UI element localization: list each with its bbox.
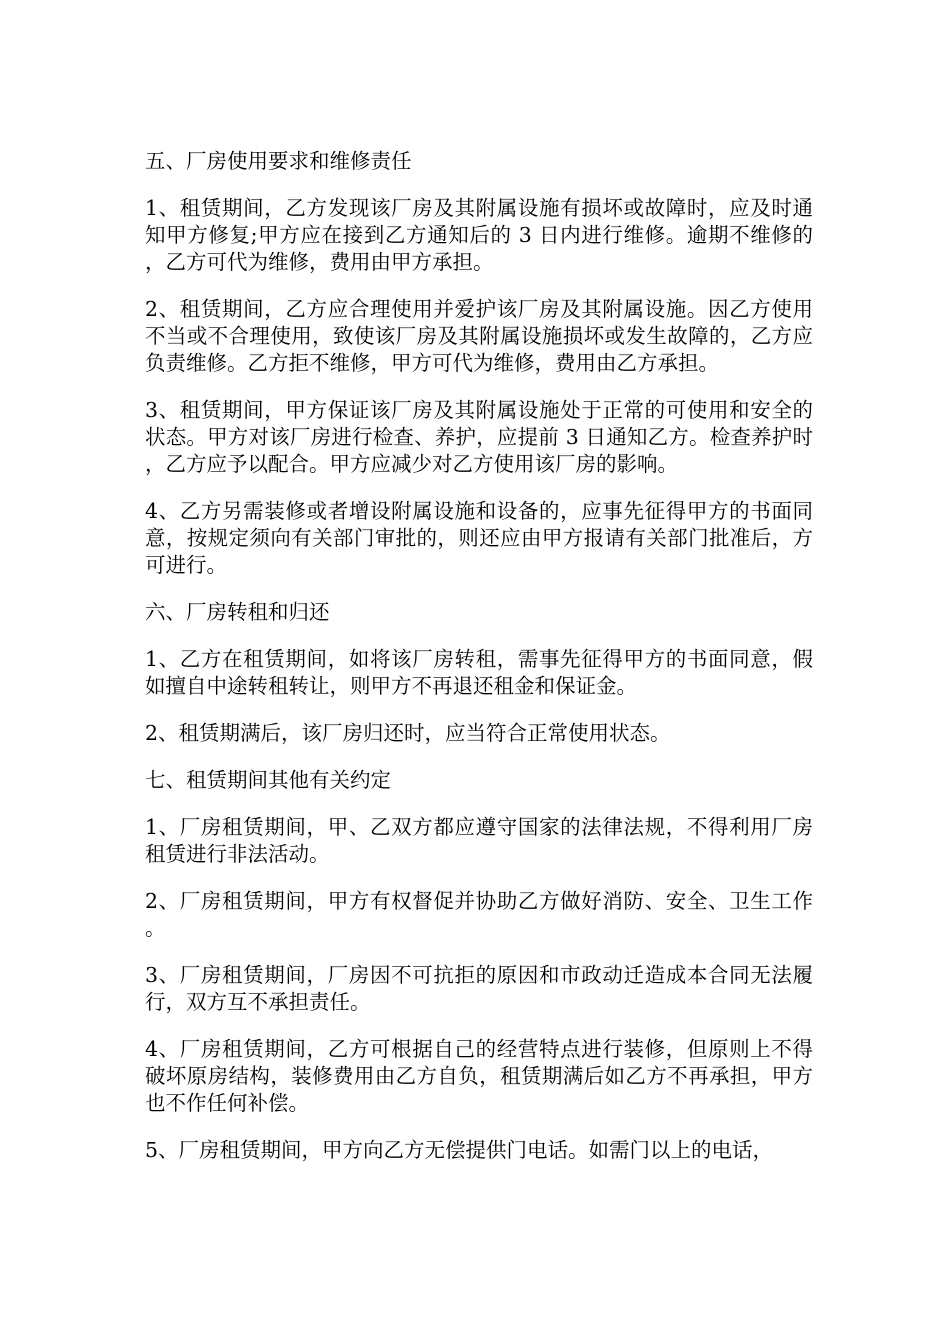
section-heading-6: 六、厂房转租和归还 — [145, 600, 330, 624]
clause-5-4: 4、乙方另需装修或者增设附属设施和设备的，应事先征得甲方的书面同意，按规定须向有关部门审批的，则还应由甲方报请有关部门批准后，方可进行。 — [145, 499, 813, 577]
document-page — [145, 148, 813, 1184]
clause-7-2: 2、厂房租赁期间，甲方有权督促并协助乙方做好消防、安全、卫生工作。 — [145, 889, 813, 940]
section-heading-5: 五、厂房使用要求和维修责任 — [145, 149, 412, 173]
clause-7-5: 5、厂房租赁期间，甲方向乙方无偿提供门电话。如需门以上的电话， — [145, 1138, 774, 1162]
clause-7-4: 4、厂房租赁期间，乙方可根据自己的经营特点进行装修，但原则上不得破坏原房结构，装修费用由乙方自负，租赁期满后如乙方不再承担，甲方也不作任何补偿。 — [145, 1037, 813, 1115]
section-heading-7: 七、租赁期间其他有关约定 — [145, 768, 391, 792]
clause-5-2: 2、租赁期间，乙方应合理使用并爱护该厂房及其附属设施。因乙方使用不当或不合理使用，致使该厂房及其附属设施损坏或发生故障的，乙方应负责维修。乙方拒不维修，甲方可代为维修，费用由乙方承担。 — [145, 297, 813, 375]
clause-7-3: 3、厂房租赁期间，厂房因不可抗拒的原因和市政动迁造成本合同无法履行，双方互不承担责任。 — [145, 963, 813, 1014]
clause-7-1: 1、厂房租赁期间，甲、乙双方都应遵守国家的法律法规，不得利用厂房租赁进行非法活动。 — [145, 815, 813, 866]
clause-6-1: 1、乙方在租赁期间，如将该厂房转租，需事先征得甲方的书面同意，假如擅自中途转租转让，则甲方不再退还租金和保证金。 — [145, 647, 813, 698]
clause-5-3: 3、租赁期间，甲方保证该厂房及其附属设施处于正常的可使用和安全的状态。甲方对该厂房进行检查、养护，应提前 3 日通知乙方。检查养护时，乙方应予以配合。甲方应减少对乙方使用该厂房的影响。 — [145, 398, 813, 476]
clause-5-1: 1、租赁期间，乙方发现该厂房及其附属设施有损坏或故障时，应及时通知甲方修复;甲方应在接到乙方通知后的 3 日内进行维修。逾期不维修的，乙方可代为维修，费用由甲方承担。 — [145, 196, 813, 274]
clause-6-2: 2、租赁期满后，该厂房归还时，应当符合正常使用状态。 — [145, 721, 671, 745]
